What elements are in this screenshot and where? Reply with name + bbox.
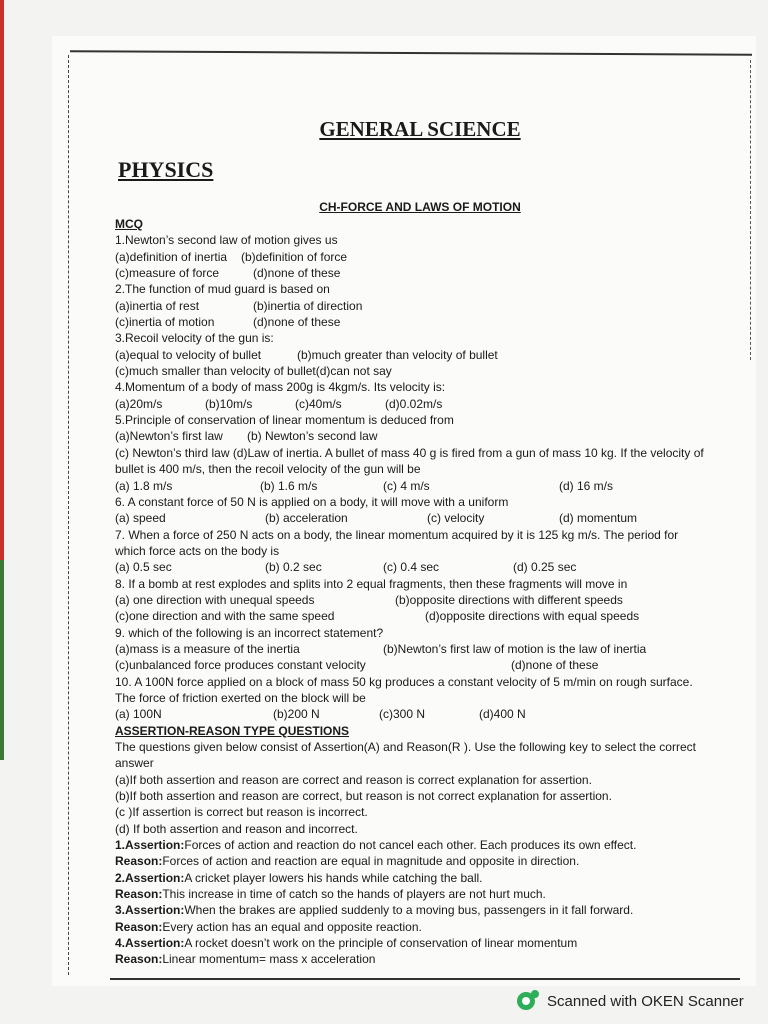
option: (d) 0.25 sec	[513, 560, 577, 575]
question: 10. A 100N force applied on a block of mass 50 kg produces a constant velocity of 5 m/min on rough surface. The force of friction exerted on the block will be	[115, 674, 693, 705]
option: (b)inertia of direction	[253, 298, 363, 313]
option: (a) 1.8 m/s	[115, 478, 173, 493]
option: (a)mass is a measure of the inertia	[115, 641, 300, 656]
reason: Reason:Every action has an equal and opposite reaction.	[115, 919, 422, 934]
scanner-label: Scanned with OKEN Scanner	[547, 992, 744, 1010]
instructions: The questions given below consist of Assertion(A) and Reason(R ). Use the following key to select the correct answer	[115, 740, 696, 771]
option: (c)inertia of motion	[115, 315, 215, 330]
question: 8. If a bomb at rest explodes and splits into 2 equal fragments, then these fragments will move in	[115, 576, 628, 591]
option-row	[115, 706, 705, 722]
option-row	[115, 363, 705, 379]
assertion: 4.Assertion:A rocket doesn’t work on the principle of conservation of linear momentum	[115, 936, 578, 951]
option: (b) Newton’s second law	[247, 429, 378, 444]
option: (c)one direction and with the same speed	[115, 609, 335, 624]
question: 7. When a force of 250 N acts on a body, the linear momentum acquired by it is 125 kg m/s. The period for which force acts on the body is	[115, 527, 679, 558]
option: (d) 16 m/s	[559, 478, 614, 493]
page-border-left	[68, 55, 69, 975]
option: (c)measure of force	[115, 266, 220, 281]
document-title: GENERAL SCIENCE	[319, 117, 521, 141]
option-row	[115, 641, 705, 657]
option: (a)20m/s	[115, 396, 163, 411]
option-row	[115, 428, 705, 444]
option: (a) one direction with unequal speeds	[115, 592, 315, 607]
option: (a)definition of inertia	[115, 249, 228, 264]
option-row	[115, 347, 705, 363]
option: (d) momentum	[559, 511, 638, 526]
reason: Reason:This increase in time of catch so the hands of players are not hurt much.	[115, 887, 546, 902]
option: (d)opposite directions with equal speeds	[425, 609, 640, 624]
oken-scanner-logo-icon	[517, 990, 539, 1012]
option: (a) speed	[115, 511, 166, 526]
page-edge-strip-lower	[0, 560, 4, 760]
option: (c)much smaller than velocity of bullet(d)can not say	[115, 364, 392, 379]
option-row	[115, 396, 705, 412]
page-edge-strip	[0, 0, 4, 560]
assertion-reason-heading: ASSERTION-REASON TYPE QUESTIONS	[115, 723, 350, 738]
answer-key-item: (c )If assertion is correct but reason is incorrect.	[115, 805, 368, 820]
option: (a) 100N	[115, 707, 162, 722]
option: (d)none of these	[253, 315, 341, 330]
option: (a)inertia of rest	[115, 298, 200, 313]
page-border-bottom	[110, 978, 740, 980]
question: 4.Momentum of a body of mass 200g is 4kgm/s. Its velocity is:	[115, 380, 446, 395]
option: (c) 0.4 sec	[383, 560, 440, 575]
chapter-heading: CH-FORCE AND LAWS OF MOTION	[319, 200, 521, 214]
option: (d)none of these	[511, 658, 599, 673]
worksheet-content	[115, 216, 705, 968]
option-row	[115, 657, 705, 673]
option-row	[115, 314, 705, 330]
option: (c) velocity	[427, 511, 485, 526]
option: (b) 1.6 m/s	[260, 478, 318, 493]
question-continuation: (c) Newton’s third law (d)Law of inertia. A bullet of mass 40 g is fired from a gun of mass 10 kg. If the velocity of bullet is 400 m/s, then the recoil velocity of the gun will be	[115, 445, 704, 477]
subject-heading: PHYSICS	[118, 157, 214, 182]
question: 3.Recoil velocity of the gun is:	[115, 331, 274, 346]
question: 1.Newton’s second law of motion gives us	[115, 233, 338, 248]
option: (b)much greater than velocity of bullet	[297, 347, 498, 362]
option: (c) 4 m/s	[383, 478, 430, 493]
assertion: 1.Assertion:Forces of action and reaction do not cancel each other. Each produces its own effect.	[115, 838, 637, 853]
option: (b) acceleration	[265, 511, 348, 526]
option: (a) 0.5 sec	[115, 560, 172, 575]
option-row	[115, 592, 705, 608]
assertion: 2.Assertion:A cricket player lowers his hands while catching the ball.	[115, 870, 483, 885]
reason: Reason:Linear momentum= mass x acceleration	[115, 952, 376, 967]
option: (b)Newton’s first law of motion is the law of inertia	[383, 641, 647, 656]
assertion: 3.Assertion:When the brakes are applied suddenly to a moving bus, passengers in it fall forward.	[115, 903, 634, 918]
option: (a)Newton’s first law	[115, 429, 223, 444]
option: (c)300 N	[379, 707, 426, 722]
option-row	[115, 298, 705, 314]
reason: Reason:Forces of action and reaction are equal in magnitude and opposite in direction.	[115, 854, 580, 869]
option: (b)10m/s	[205, 396, 253, 411]
option: (c)unbalanced force produces constant velocity	[115, 658, 366, 673]
option: (a)equal to velocity of bullet	[115, 347, 262, 362]
answer-key-item: (b)If both assertion and reason are correct, but reason is not correct explanation for assertion.	[115, 789, 612, 804]
option: (b) 0.2 sec	[265, 560, 322, 575]
option-row	[115, 510, 705, 526]
option-row	[115, 608, 705, 624]
answer-key-item: (d) If both assertion and reason and incorrect.	[115, 821, 358, 836]
option-row	[115, 249, 705, 265]
option: (b)200 N	[273, 707, 320, 722]
mcq-heading: MCQ	[115, 217, 143, 231]
option-row	[115, 559, 705, 575]
question: 5.Principle of conservation of linear momentum is deduced from	[115, 413, 454, 428]
question: 9. which of the following is an incorrect statement?	[115, 625, 384, 640]
option-row	[115, 478, 705, 494]
question: 6. A constant force of 50 N is applied on a body, it will move with a uniform	[115, 494, 509, 509]
option: (d)none of these	[253, 266, 341, 281]
option-row	[115, 265, 705, 281]
question: 2.The function of mud guard is based on	[115, 282, 330, 297]
option: (b)definition of force	[241, 249, 348, 264]
option: (d)0.02m/s	[385, 396, 443, 411]
option: (c)40m/s	[295, 396, 342, 411]
answer-key-item: (a)If both assertion and reason are correct and reason is correct explanation for assertion.	[115, 772, 592, 787]
scanner-watermark	[517, 990, 744, 1012]
option: (b)opposite directions with different speeds	[395, 592, 623, 607]
option: (d)400 N	[479, 707, 526, 722]
